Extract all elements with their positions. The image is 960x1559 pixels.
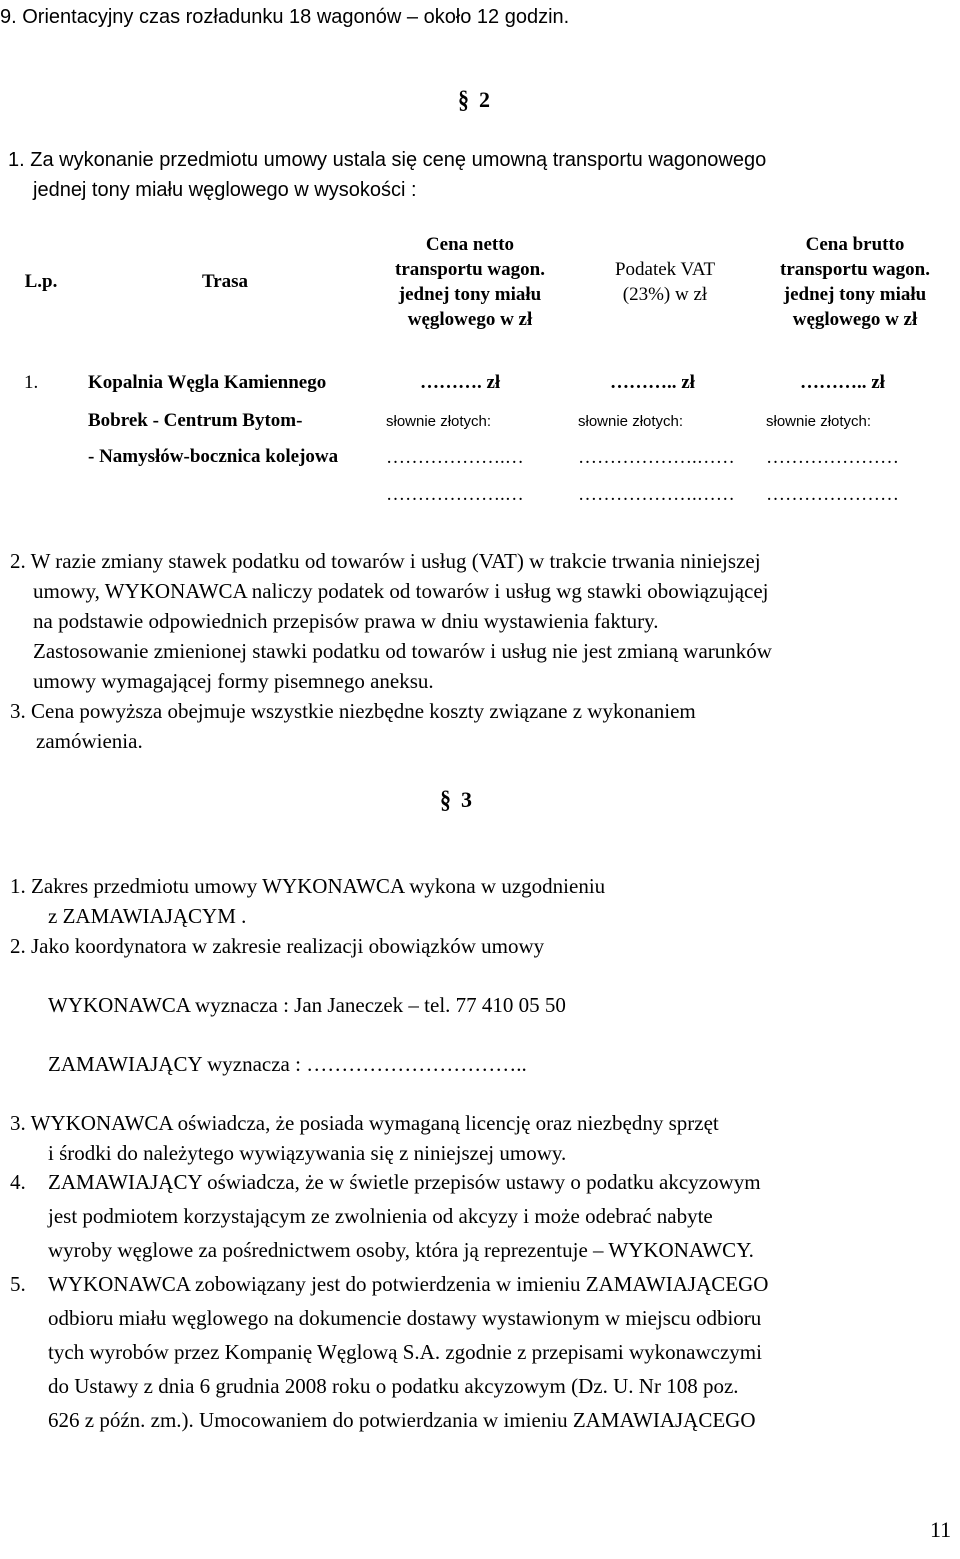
section-heading-2 xyxy=(458,87,490,113)
paragraph-3-1-line-2: z ZAMAWIAJĄCYM . xyxy=(48,904,247,928)
section-number: 2 xyxy=(479,87,490,112)
paragraph-3-5-line-4: do Ustawy z dnia 6 grudnia 2008 roku o podatku akcyzowym (Dz. U. Nr 108 poz. xyxy=(48,1374,739,1398)
paragraph-3-3-line-2: i środki do należytego wywiązywania się z niniejszej umowy. xyxy=(48,1141,567,1165)
paragraph-3-4-line-3: wyroby węglowe za pośrednictwem osoby, która ją reprezentuje – WYKONAWCY. xyxy=(48,1238,754,1262)
row-route-line-1: Kopalnia Węgla Kamiennego xyxy=(88,372,327,393)
paragraph-2-2-line-3: na podstawie odpowiednich przepisów prawa w dniu wystawienia faktury. xyxy=(33,609,659,633)
row-lp: 1. xyxy=(24,372,39,393)
page-number: 11 xyxy=(930,1517,952,1542)
paragraph-3-4-number: 4. xyxy=(10,1170,26,1194)
row-route-line-2: Bobrek - Centrum Bytom- xyxy=(88,410,303,431)
paragraph-3-5-number: 5. xyxy=(10,1272,26,1296)
net-dots-2: ……………….… xyxy=(386,484,524,505)
coordinator-orderer: ZAMAWIAJĄCY wyznacza : ………………………….. xyxy=(48,1052,527,1076)
coordinator-contractor: WYKONAWCA wyznacza : Jan Janeczek – tel. 77 410 05 50 xyxy=(48,993,566,1017)
vat-dots-2: ……………….…… xyxy=(578,484,735,505)
paragraph-2-2-line-4: Zastosowanie zmienionej stawki podatku od towarów i usług nie jest zmianą warunków xyxy=(33,639,772,663)
paragraph-2-3-line-1: 3. Cena powyższa obejmuje wszystkie niezbędne koszty związane z wykonaniem xyxy=(10,699,696,723)
net-dots-1: ……………….… xyxy=(386,447,524,468)
section-heading-3 xyxy=(440,787,472,813)
paragraph-2-2-line-2: umowy, WYKONAWCA naliczy podatek od towarów i usług wg stawki obowiązującej xyxy=(33,579,769,603)
net-amount: ………. zł xyxy=(420,372,501,393)
gross-amount: ……….. zł xyxy=(800,372,885,393)
section-symbol: § xyxy=(458,85,469,114)
paragraph-3-5-line-3: tych wyrobów przez Kompanię Węglową S.A. zgodnie z przepisami wykonawczymi xyxy=(48,1340,762,1364)
section-number: 3 xyxy=(461,787,472,812)
paragraph-3-3-line-1: 3. WYKONAWCA oświadcza, że posiada wymaganą licencję oraz niezbędny sprzęt xyxy=(10,1111,719,1135)
paragraph-3-2: 2. Jako koordynatora w zakresie realizacji obowiązków umowy xyxy=(10,934,545,958)
paragraph-2-2-line-5: umowy wymagającej formy pisemnego aneksu. xyxy=(33,669,434,693)
gross-dots-2: ………………… xyxy=(766,484,899,505)
table-header-lp: L.p. xyxy=(24,271,58,292)
paragraph-3-5-line-5: 626 z późn. zm.). Umocowaniem do potwierdzania w imieniu ZAMAWIAJĄCEGO xyxy=(48,1408,756,1432)
gross-words-label: słownie złotych: xyxy=(766,413,872,430)
paragraph-3-4-line-1: ZAMAWIAJĄCY oświadcza, że w świetle przepisów ustawy o podatku akcyzowym xyxy=(48,1170,761,1194)
vat-amount: ……….. zł xyxy=(610,372,695,393)
paragraph-3-4-line-2: jest podmiotem korzystającym ze zwolnienia od akcyzy i może odebrać nabyte xyxy=(48,1204,713,1228)
section-symbol: § xyxy=(440,785,451,814)
paragraph-3-5-line-1: WYKONAWCA zobowiązany jest do potwierdzenia w imieniu ZAMAWIAJĄCEGO xyxy=(48,1272,769,1296)
paragraph-2-3-line-2: zamówienia. xyxy=(36,729,143,753)
paragraph-3-5-line-2: odbioru miału węglowego na dokumencie dostawy wystawionym w miejscu odbioru xyxy=(48,1306,762,1330)
paragraph-3-1-line-1: 1. Zakres przedmiotu umowy WYKONAWCA wykona w uzgodnieniu xyxy=(10,874,606,898)
table-header-route: Trasa xyxy=(201,271,249,292)
gross-dots-1: ………………… xyxy=(766,447,899,468)
row-route-line-3: - Namysłów-bocznica kolejowa xyxy=(88,446,339,467)
paragraph-2-1-line-1: 1. Za wykonanie przedmiotu umowy ustala się cenę umowną transportu wagonowego xyxy=(8,149,767,171)
paragraph-2-2-line-1: 2. W razie zmiany stawek podatku od towarów i usług (VAT) w trakcie trwania niniejszej xyxy=(10,549,761,573)
paragraph-2-1-line-2: jednej tony miału węglowego w wysokości : xyxy=(33,179,417,201)
net-words-label: słownie złotych: xyxy=(386,413,492,430)
list-item-9: 9. Orientacyjny czas rozładunku 18 wagonów – około 12 godzin. xyxy=(0,6,570,28)
vat-words-label: słownie złotych: xyxy=(578,413,684,430)
vat-dots-1: ……………….…… xyxy=(578,447,735,468)
